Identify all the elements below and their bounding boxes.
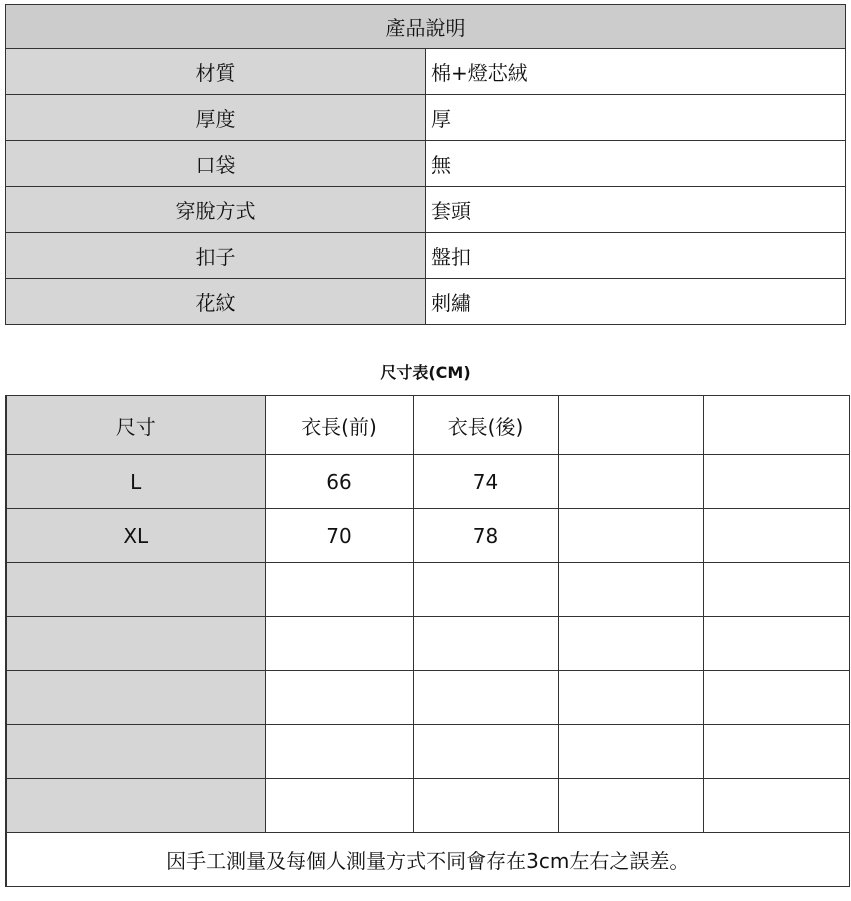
spec-label: 穿脫方式 [6,187,426,233]
spec-value: 刺繡 [426,279,846,325]
size-cell [703,617,849,671]
size-cell [6,671,265,725]
size-cell [6,563,265,617]
size-cell [703,725,849,779]
size-row [6,509,849,563]
size-row [6,779,849,833]
spec-label: 材質 [6,49,426,95]
spec-value: 無 [426,141,846,187]
size-cell [265,563,413,617]
spec-value: 盤扣 [426,233,846,279]
size-header-row [6,396,849,455]
size-row [6,617,849,671]
spec-value: 套頭 [426,187,846,233]
size-cell [6,617,265,671]
size-cell: 74 [413,455,558,509]
size-cell [265,779,413,833]
size-cell [558,617,703,671]
size-header-cell: 衣長(前) [265,396,413,455]
size-row [6,671,849,725]
spec-label: 口袋 [6,141,426,187]
size-cell [558,725,703,779]
size-row [6,725,849,779]
spec-value: 厚 [426,95,846,141]
size-cell [6,779,265,833]
size-header-cell [703,396,849,455]
size-cell [703,455,849,509]
size-cell: XL [6,509,265,563]
size-cell [558,509,703,563]
spec-title: 產品說明 [6,5,846,49]
measurement-note: 因手工測量及每個人測量方式不同會存在3cm左右之誤差。 [6,833,849,887]
spec-label: 厚度 [6,95,426,141]
size-cell [558,455,703,509]
size-header-cell: 尺寸 [6,396,265,455]
size-cell [413,563,558,617]
spec-label: 花紋 [6,279,426,325]
size-cell: L [6,455,265,509]
spec-row [6,233,846,279]
spec-label: 扣子 [6,233,426,279]
size-cell [6,725,265,779]
size-cell [265,725,413,779]
size-note-row [6,833,849,887]
product-spec-table [5,4,846,325]
spec-row [6,141,846,187]
size-cell [558,779,703,833]
size-cell [265,671,413,725]
size-cell [265,617,413,671]
size-cell: 66 [265,455,413,509]
spec-row [6,49,846,95]
size-cell: 78 [413,509,558,563]
spec-row [6,279,846,325]
size-chart-title: 尺寸表(CM) [380,363,471,382]
size-header-cell [558,396,703,455]
size-cell [413,779,558,833]
size-row [6,455,849,509]
size-cell [703,671,849,725]
size-row [6,563,849,617]
size-cell [558,563,703,617]
size-cell [703,779,849,833]
size-cell [703,563,849,617]
spec-row [6,95,846,141]
spec-row [6,187,846,233]
size-cell [413,671,558,725]
size-cell [703,509,849,563]
size-chart-table [5,395,850,887]
size-cell [413,725,558,779]
spec-value: 棉+燈芯絨 [426,49,846,95]
size-cell [558,671,703,725]
size-header-cell: 衣長(後) [413,396,558,455]
size-cell [413,617,558,671]
size-cell: 70 [265,509,413,563]
